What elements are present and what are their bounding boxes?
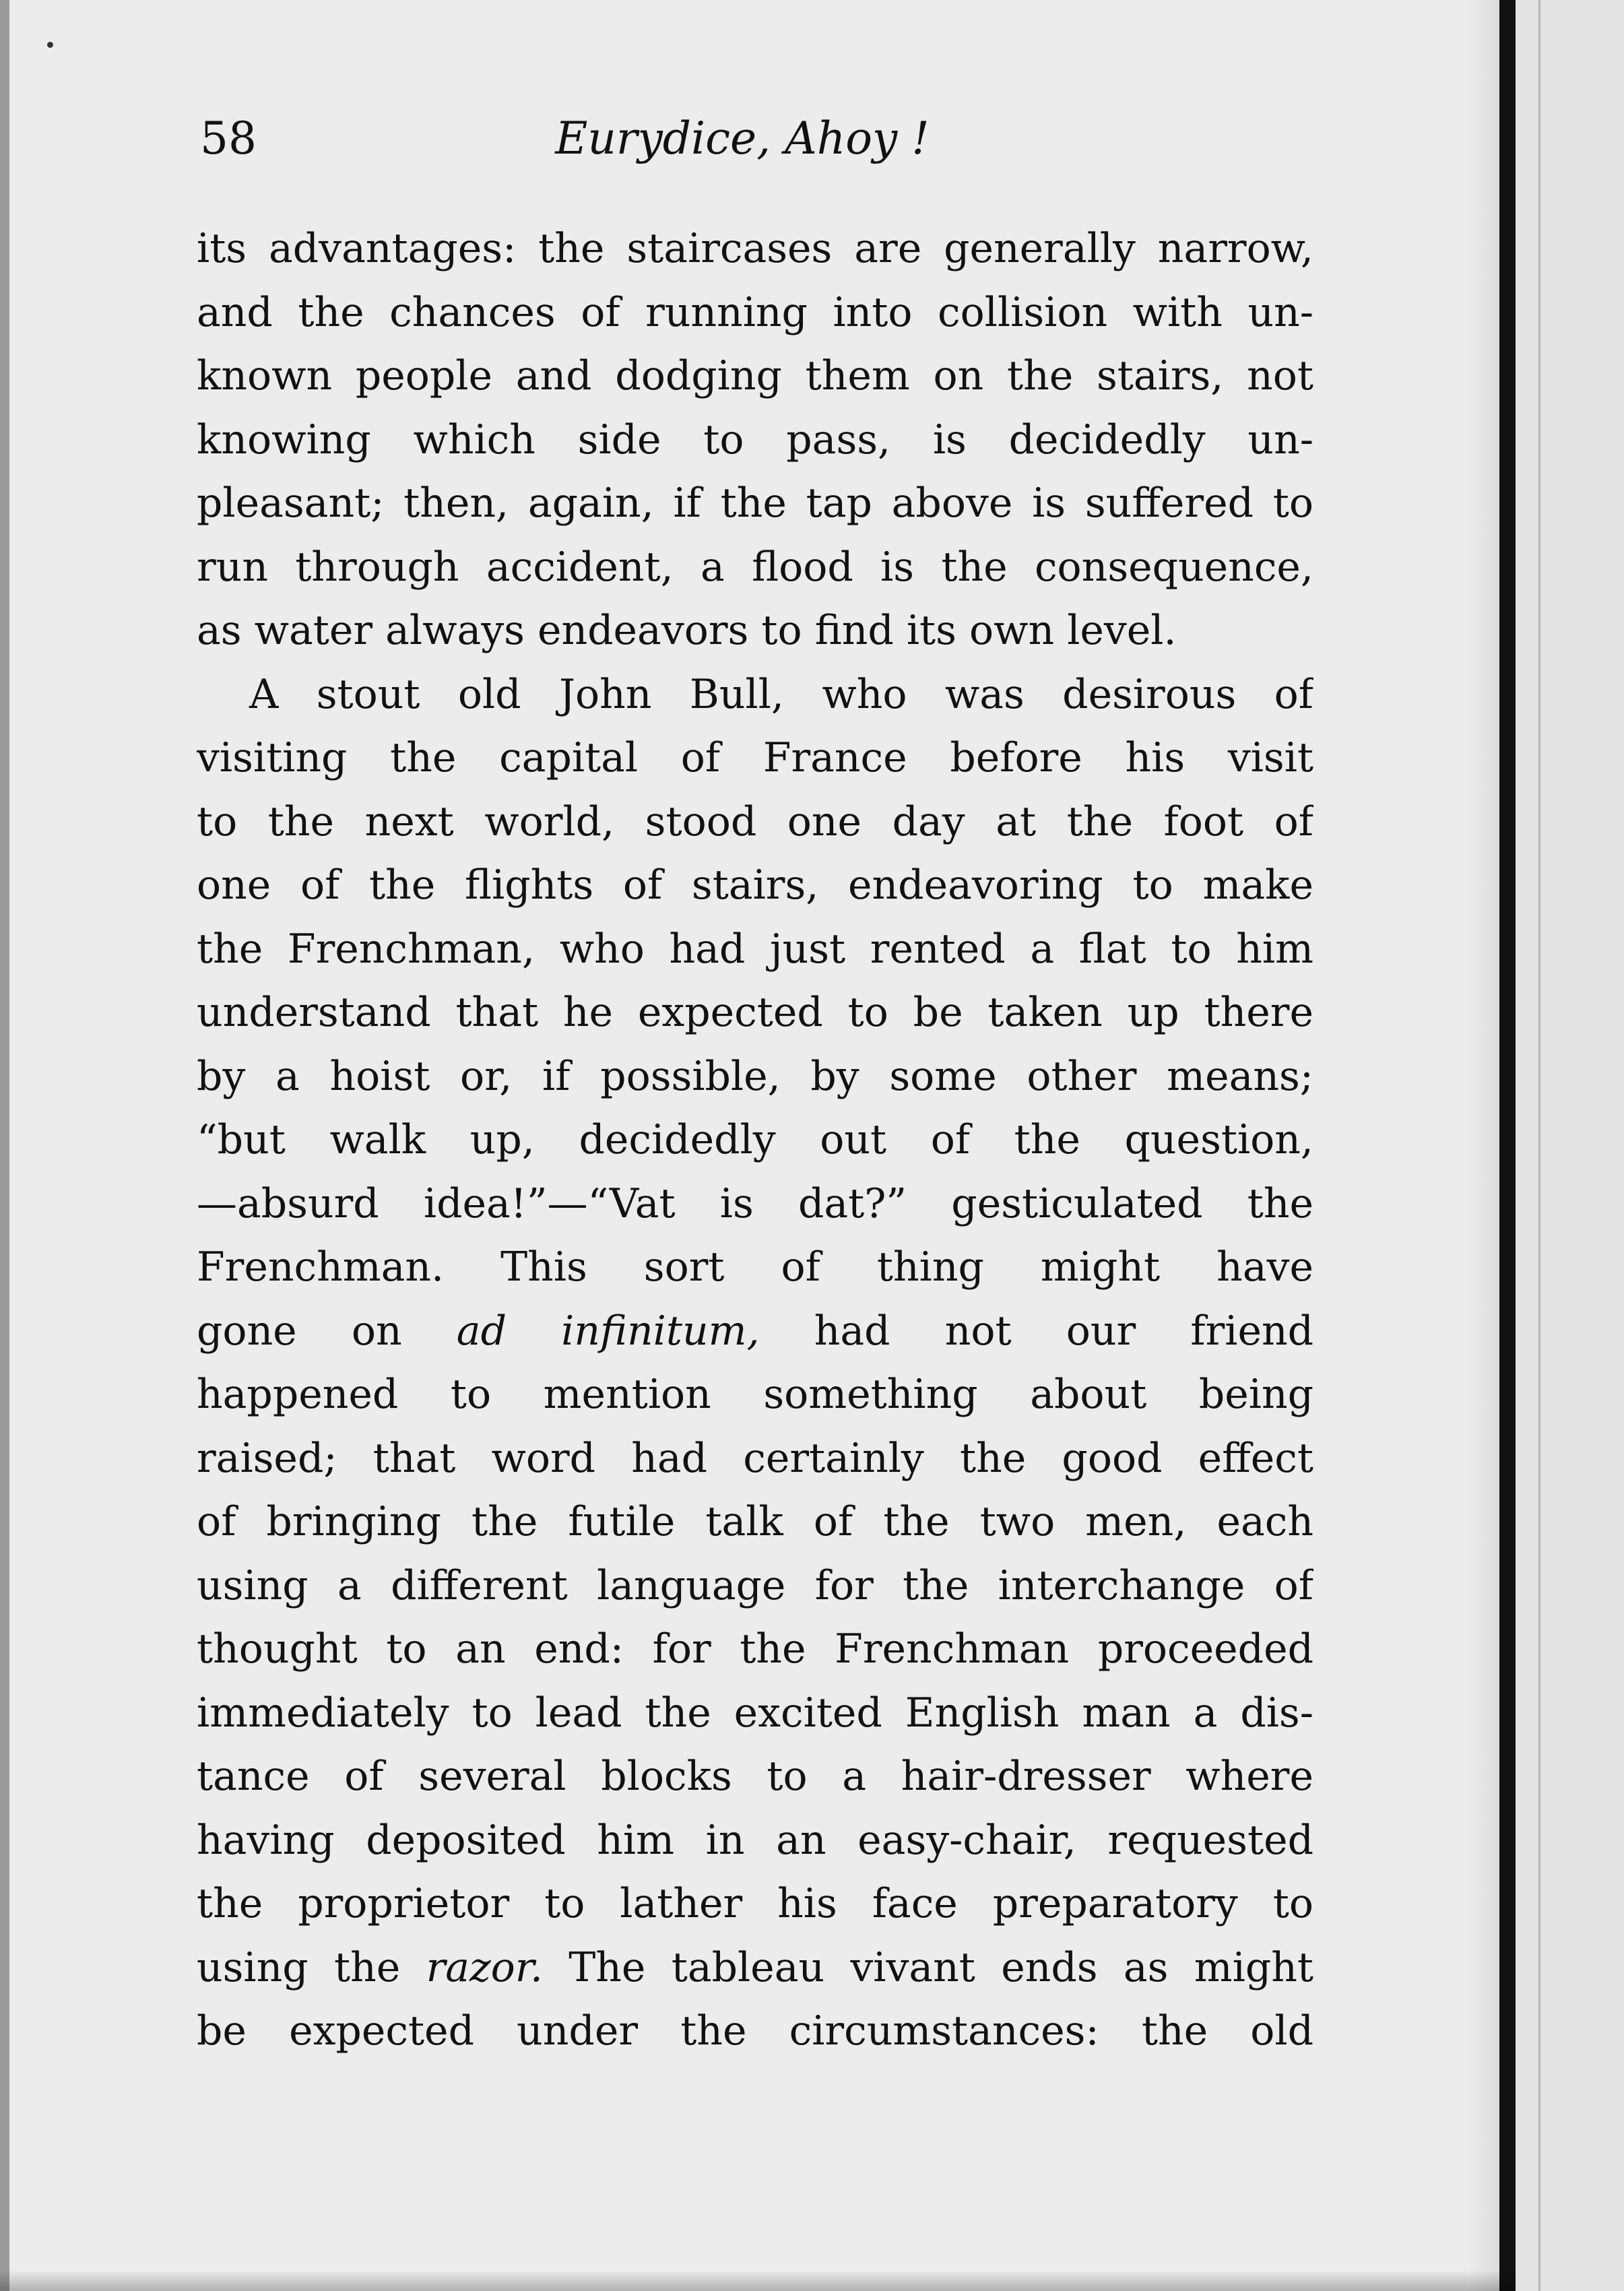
text-line: using a different language for the interchange of bbox=[197, 1561, 1313, 1609]
text-line-mixed bbox=[197, 1299, 1313, 1363]
text-line: having deposited him in an easy-chair, requested bbox=[197, 1816, 1313, 1864]
text-line: immediately to lead the excited English man a dis- bbox=[197, 1689, 1313, 1737]
body-text bbox=[197, 217, 1313, 2063]
facing-page-border bbox=[1538, 0, 1540, 2291]
scan-speck bbox=[47, 42, 53, 48]
text-line: happened to mention something about being bbox=[197, 1371, 1313, 1418]
text-line: thought to an end: for the Frenchman proceeded bbox=[197, 1625, 1313, 1673]
facing-page-edge bbox=[1516, 0, 1624, 2291]
italic-phrase: ad infinitum, bbox=[456, 1307, 760, 1355]
text-line: run through accident, a flood is the consequence, bbox=[197, 543, 1313, 591]
text-line: Frenchman. This sort of thing might have bbox=[197, 1244, 1313, 1291]
text-line: A stout old John Bull, who was desirous of bbox=[249, 670, 1313, 718]
text-line: by a hoist or, if possible, by some other means; bbox=[197, 1052, 1313, 1100]
text-run: had not our friend bbox=[759, 1307, 1313, 1355]
text-line: as water always endeavors to find its own level. bbox=[197, 607, 1177, 654]
text-run: The tableau vivant ends as might bbox=[542, 1943, 1313, 1991]
running-head: Eurydice, Ahoy ! bbox=[555, 112, 930, 164]
book-spine bbox=[1499, 0, 1516, 2291]
page-left-edge bbox=[0, 0, 9, 2291]
text-run: using the bbox=[197, 1943, 426, 1991]
text-line: knowing which side to pass, is decidedly un- bbox=[197, 416, 1313, 463]
text-line: understand that he expected to be taken up there bbox=[197, 989, 1313, 1036]
text-line: —absurd idea!”—“Vat is dat?” gesticulated the bbox=[197, 1180, 1313, 1227]
text-line: tance of several blocks to a hair-dresser where bbox=[197, 1753, 1313, 1800]
text-line: “but walk up, decidedly out of the question, bbox=[197, 1116, 1313, 1163]
page-number: 58 bbox=[200, 112, 257, 164]
text-line: known people and dodging them on the stairs, not bbox=[197, 352, 1313, 399]
page-header bbox=[200, 106, 1311, 181]
text-line: the Frenchman, who had just rented a flat to him bbox=[197, 925, 1313, 973]
text-line: to the next world, stood one day at the foot of bbox=[197, 798, 1313, 845]
text-run: gone on bbox=[197, 1307, 457, 1355]
text-line-mixed bbox=[197, 1936, 1313, 2000]
italic-word: razor. bbox=[426, 1943, 543, 1991]
text-line: and the chances of running into collision with un- bbox=[197, 288, 1313, 336]
text-line: its advantages: the staircases are generally narrow, bbox=[197, 225, 1313, 272]
text-line: pleasant; then, again, if the tap above is suffered to bbox=[197, 480, 1313, 527]
text-line: raised; that word had certainly the good effect bbox=[197, 1434, 1313, 1482]
bottom-shadow bbox=[0, 2270, 1516, 2291]
text-line: of bringing the futile talk of the two men, each bbox=[197, 1498, 1313, 1545]
text-line: one of the flights of stairs, endeavoring to make bbox=[197, 862, 1313, 909]
text-line: be expected under the circumstances: the old bbox=[197, 2007, 1313, 2055]
text-line: the proprietor to lather his face preparatory to bbox=[197, 1880, 1313, 1927]
text-line: visiting the capital of France before his visit bbox=[197, 734, 1313, 781]
